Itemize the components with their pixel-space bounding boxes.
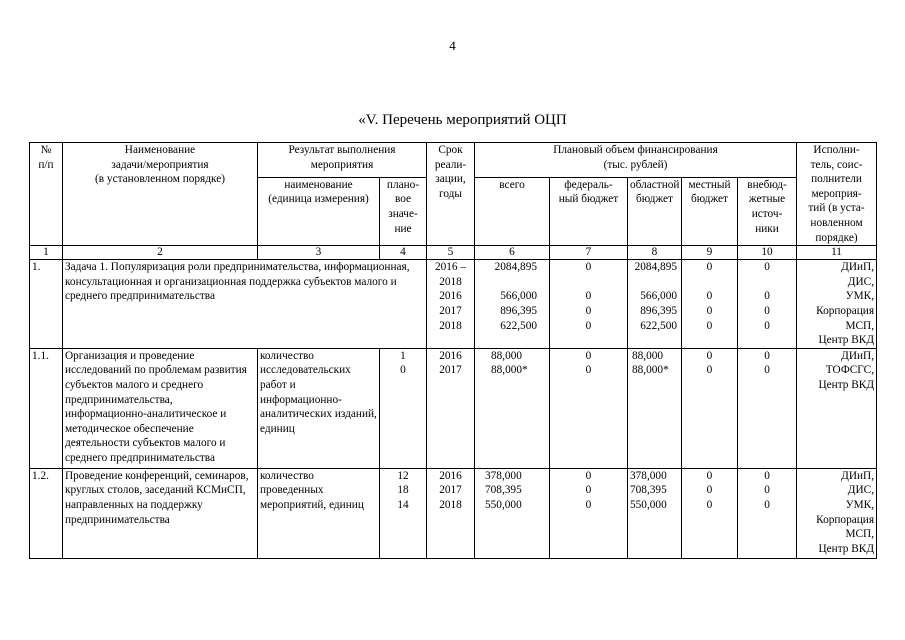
column-number: 4: [380, 246, 427, 260]
row-federal: 0 0 0 0: [550, 260, 628, 349]
row-offbudget: 0 0: [738, 348, 797, 468]
row-offbudget: 0 0 0 0: [738, 260, 797, 349]
row-term: 2016 – 2018 2016 2017 2018: [427, 260, 475, 349]
row-name: Задача 1. Популяризация роли предпринимательства, информационная, консультационная и организационная поддержка субъектов малого и среднего предпринимательства: [63, 260, 427, 349]
row-result-name: количество проведенных мероприятий, единиц: [258, 468, 380, 558]
document-title: «V. Перечень мероприятий ОЦП: [358, 112, 567, 128]
row-executors: ДИиП, ДИС, УМК, Корпорация МСП, Центр ВКД: [797, 260, 877, 349]
header-name: Наименование задачи/мероприятия (в установленном порядке): [63, 143, 258, 246]
header-result-group: Результат выполнения мероприятия: [258, 143, 427, 178]
column-number: 8: [628, 246, 682, 260]
column-number: 9: [682, 246, 738, 260]
row-total: 88,000 88,000*: [475, 348, 550, 468]
header-result-name: наименование (единица измерения): [258, 177, 380, 245]
header-row-1: [30, 143, 877, 178]
row-regional: 2084,895 566,000 896,395 622,500: [628, 260, 682, 349]
row-local: 0 0 0 0: [682, 260, 738, 349]
header-federal: федераль- ный бюджет: [550, 177, 628, 245]
table-row: [30, 348, 877, 468]
row-name: Организация и проведение исследований по проблемам развития субъектов малого и среднего предпринимательства, информационно-аналитическое и методическое обеспечение деятельности субъектов малого и среднего предпринимательства: [63, 348, 258, 468]
column-number: 11: [797, 246, 877, 260]
header-num: № п/п: [30, 143, 63, 246]
row-term: 2016 2017: [427, 348, 475, 468]
row-regional: 88,000 88,000*: [628, 348, 682, 468]
column-number: 7: [550, 246, 628, 260]
row-local: 0 0: [682, 348, 738, 468]
row-federal: 0 0: [550, 348, 628, 468]
table-row: [30, 260, 877, 349]
header-executors: Исполни- тель, соис- полнители мероприя- тий (в уста- новленном порядке): [797, 143, 877, 246]
header-total: всего: [475, 177, 550, 245]
column-number: 3: [258, 246, 380, 260]
column-number: 1: [30, 246, 63, 260]
page-number: 4: [449, 38, 456, 53]
column-number: 6: [475, 246, 550, 260]
header-result-plan: плано- вое значе- ние: [380, 177, 427, 245]
table-row: [30, 468, 877, 558]
column-number: 5: [427, 246, 475, 260]
header-term: Срок реали- зации, годы: [427, 143, 475, 246]
row-num: 1.1.: [30, 348, 63, 468]
row-total: 378,000 708,395 550,000: [475, 468, 550, 558]
row-offbudget: 0 0 0: [738, 468, 797, 558]
row-result-plan: 12 18 14: [380, 468, 427, 558]
row-executors: ДИиП, ДИС, УМК, Корпорация МСП, Центр ВКД: [797, 468, 877, 558]
row-num: 1.2.: [30, 468, 63, 558]
row-result-name: количество исследовательских работ и информационно-аналитических изданий, единиц: [258, 348, 380, 468]
row-executors: ДИиП, ТОФСГС, Центр ВКД: [797, 348, 877, 468]
column-number: 10: [738, 246, 797, 260]
row-local: 0 0 0: [682, 468, 738, 558]
measures-table: [29, 142, 877, 559]
row-regional: 378,000 708,395 550,000: [628, 468, 682, 558]
row-total: 2084,895 566,000 896,395 622,500: [475, 260, 550, 349]
column-number: 2: [63, 246, 258, 260]
header-finance-group: Плановый объем финансирования (тыс. рублей): [475, 143, 797, 178]
row-num: 1.: [30, 260, 63, 349]
row-federal: 0 0 0: [550, 468, 628, 558]
header-regional: областной бюджет: [628, 177, 682, 245]
header-local: местный бюджет: [682, 177, 738, 245]
row-name: Проведение конференций, семинаров, круглых столов, заседаний КСМиСП, направленных на поддержку предпринимательства: [63, 468, 258, 558]
row-term: 2016 2017 2018: [427, 468, 475, 558]
header-offbudget: внебюд- жетные источ- ники: [738, 177, 797, 245]
column-number-row: [30, 246, 877, 260]
row-result-plan: 1 0: [380, 348, 427, 468]
